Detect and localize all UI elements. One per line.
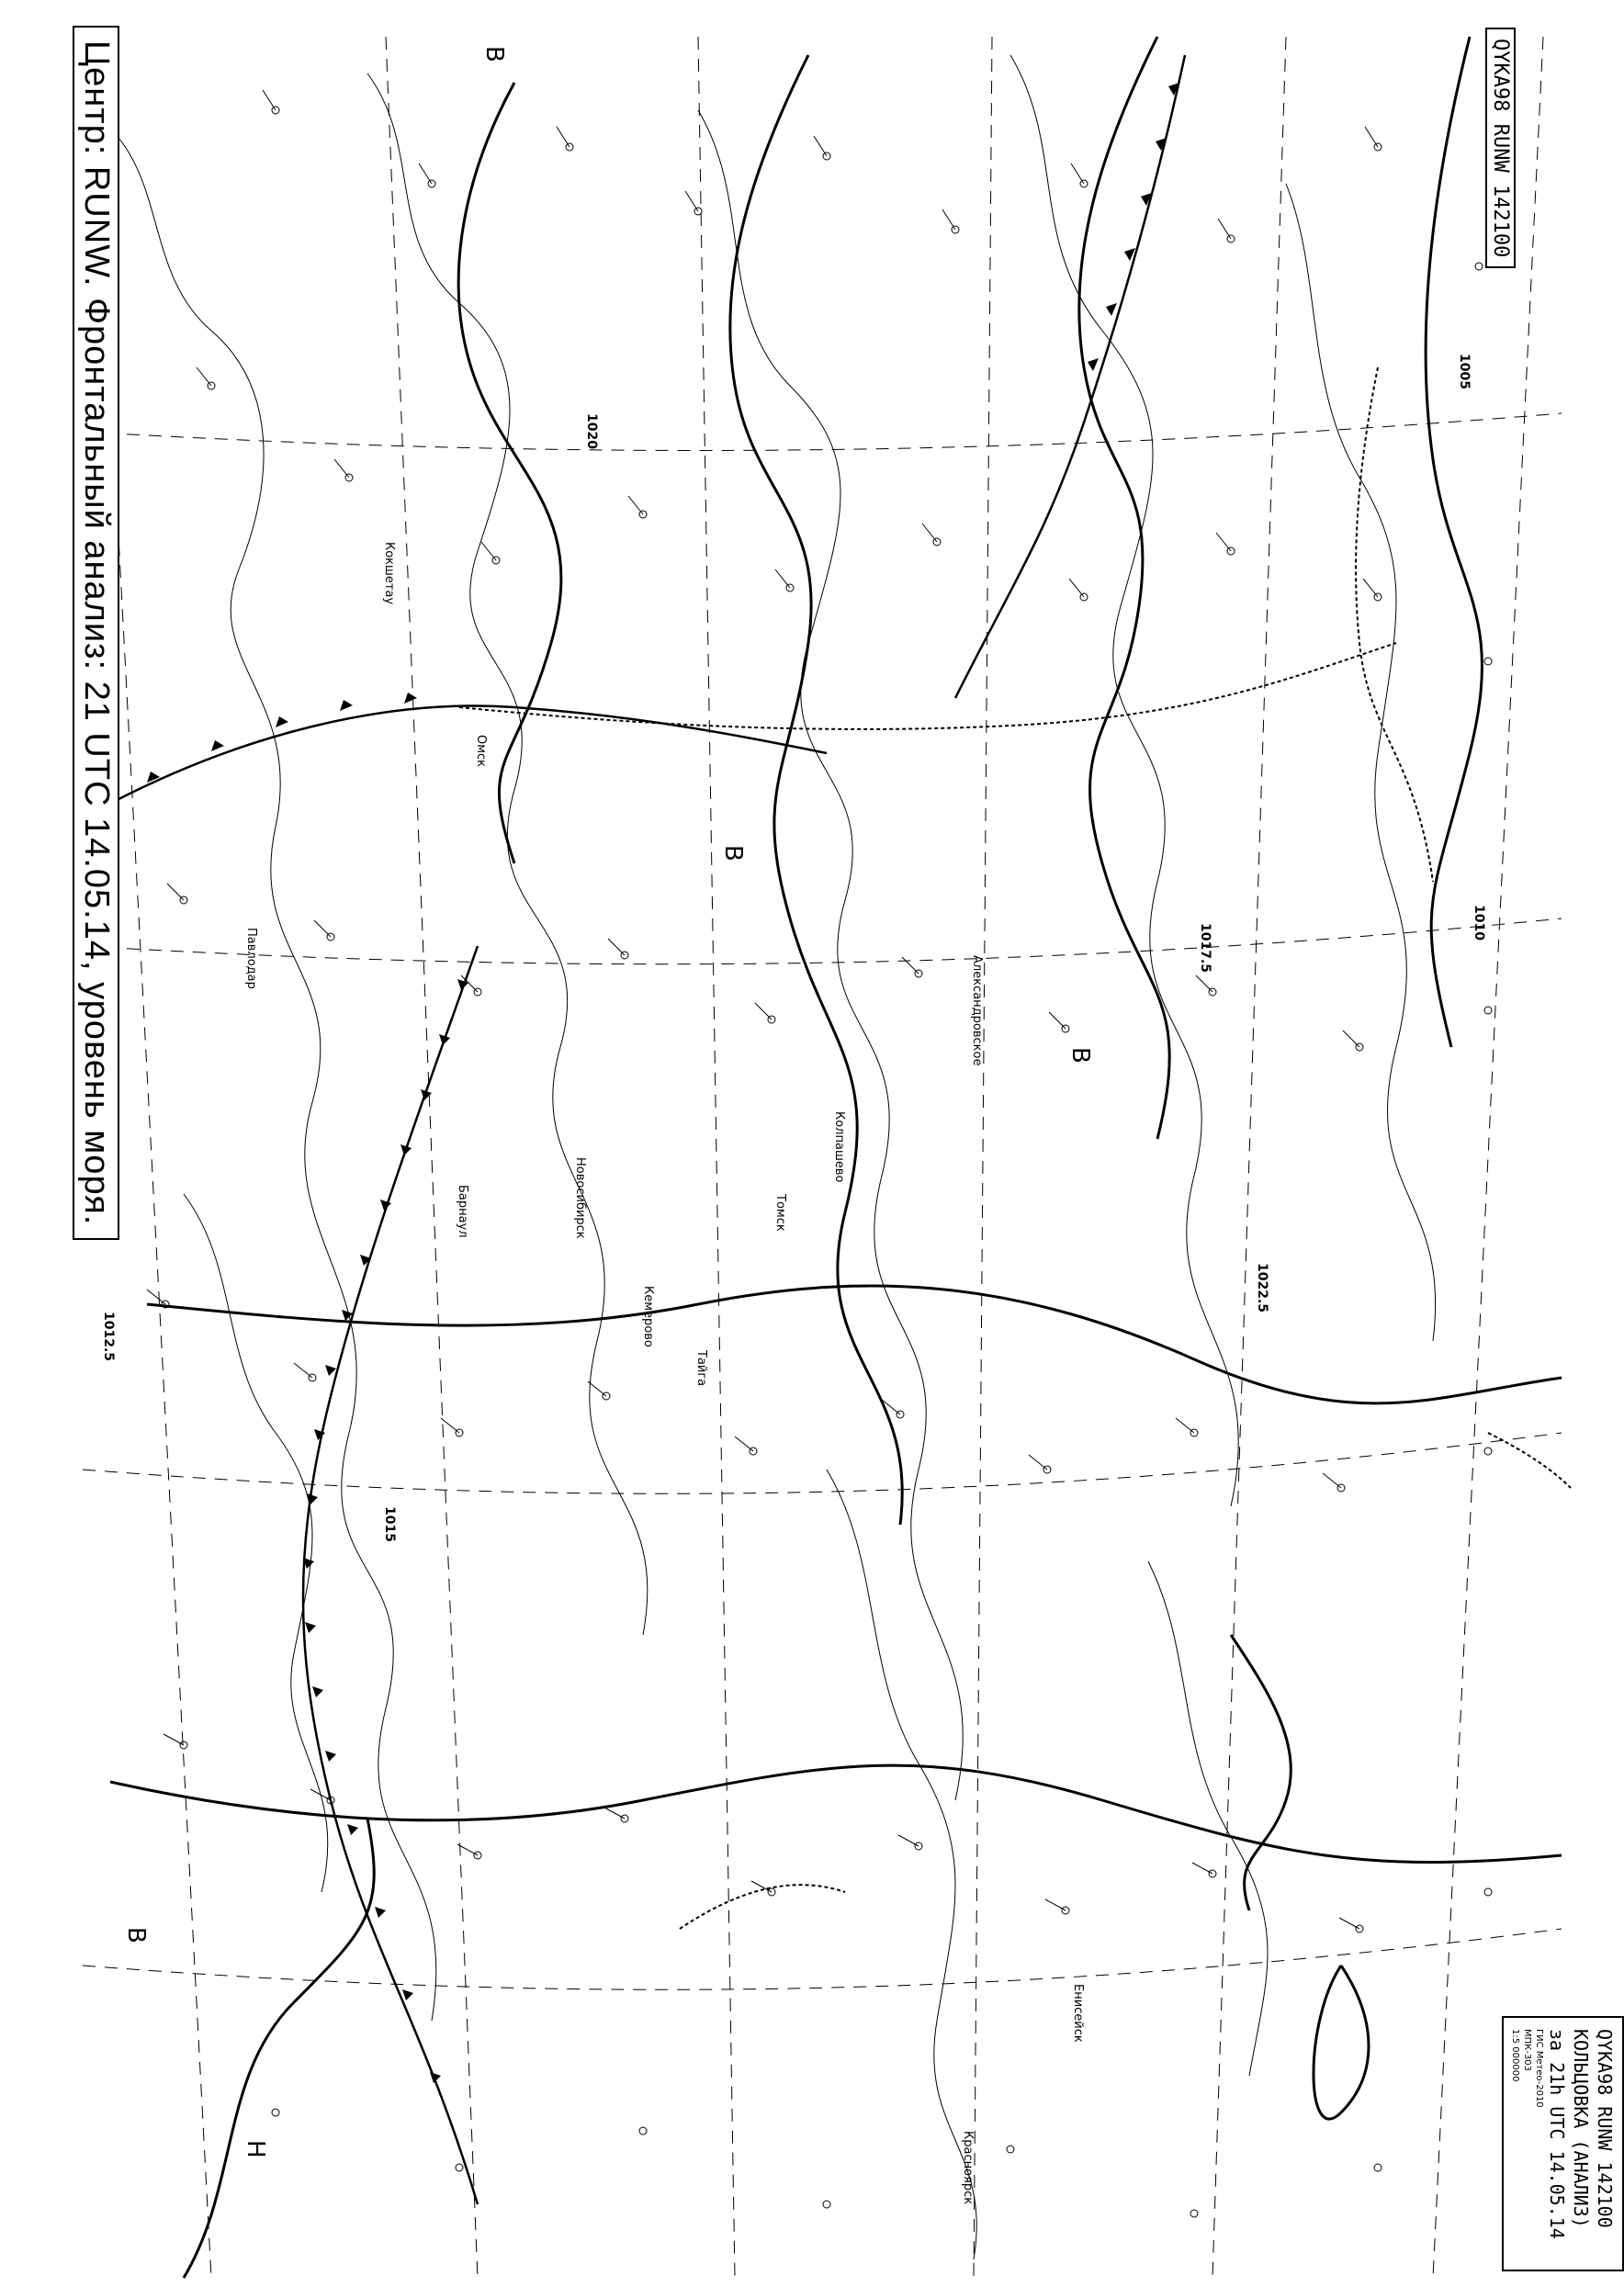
high-center: В: [1066, 1047, 1094, 1064]
map-title: Центр: RUNW. Фронтальный анализ: 21 UTC 14.05.14, уровень моря.: [73, 26, 119, 1240]
city-label: Омск: [474, 735, 488, 768]
isobar-label: 1012.5: [101, 1312, 116, 1362]
city-labels: [244, 542, 1085, 2204]
isobar-label: 1010: [1472, 905, 1486, 941]
city-label: Александровское: [970, 955, 984, 1066]
low-center: Н: [242, 2140, 269, 2158]
city-label: Енисейск: [1071, 1984, 1085, 2043]
isobar-labels: [101, 354, 1486, 1542]
isobar-label: 1022.5: [1255, 1263, 1269, 1313]
city-label: Новосибирск: [573, 1157, 587, 1239]
city-label: Кемерово: [641, 1286, 655, 1347]
city-label: Барнаул: [456, 1185, 469, 1238]
legend-scale: 1:5 000000: [1510, 2029, 1520, 2082]
city-label: Колпашево: [832, 1111, 846, 1183]
legend-box: [1502, 2016, 1624, 2271]
city-label: Красноярск: [961, 2131, 975, 2205]
city-label: Томск: [773, 1194, 787, 1232]
high-center: В: [719, 845, 747, 862]
isobar-label: 1017.5: [1198, 923, 1212, 974]
city-label: Павлодар: [244, 928, 258, 989]
pressure-centers: [122, 46, 1094, 2158]
legend-projection: МПК-303: [1522, 2029, 1532, 2071]
station-plots: [147, 90, 1492, 2217]
isobar-label: 1005: [1457, 354, 1472, 389]
high-center: В: [480, 46, 508, 62]
occluded-front: [459, 367, 1571, 1929]
bulletin-code: QYKA98 RUNW 142100: [1485, 28, 1516, 268]
isobar-label: 1015: [382, 1506, 397, 1542]
legend-time: за 21h UTC 14.05.14: [1546, 2029, 1568, 2239]
legend-station: КОЛЬЦОВКА (АНАЛИЗ): [1570, 2029, 1592, 2228]
isobar-label: 1020: [584, 413, 599, 449]
cold-front: [101, 55, 1185, 2204]
legend-code: QYKA98 RUNW 142100: [1594, 2029, 1616, 2228]
city-label: Тайга: [694, 1350, 708, 1387]
city-label: Кокшетау: [382, 542, 396, 605]
geography-lines: [110, 55, 1436, 2259]
high-center: В: [122, 1927, 150, 1943]
legend-software: ГИС Метео-2010: [1534, 2029, 1544, 2108]
